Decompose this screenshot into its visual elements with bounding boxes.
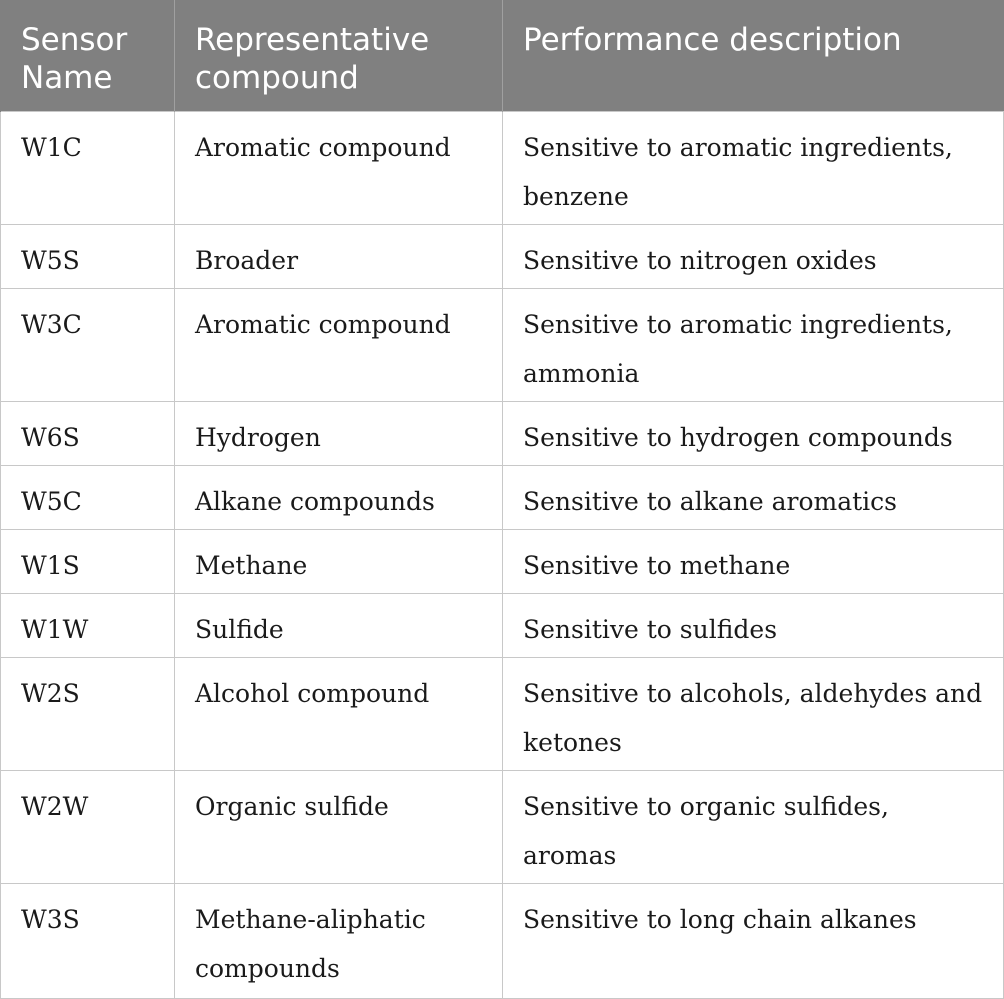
table-row	[1, 771, 1004, 884]
cell-compound: Broader	[175, 225, 503, 289]
cell-description: Sensitive to nitrogen oxides	[503, 225, 1004, 289]
table-row	[1, 658, 1004, 771]
table-row	[1, 112, 1004, 225]
table-row	[1, 466, 1004, 530]
cell-sensor: W1S	[1, 530, 175, 594]
cell-compound: Methane-aliphatic compounds	[175, 884, 503, 999]
table-header	[1, 0, 1004, 112]
cell-compound: Aromatic compound	[175, 112, 503, 225]
cell-sensor: W5S	[1, 225, 175, 289]
cell-compound: Methane	[175, 530, 503, 594]
cell-sensor: W2S	[1, 658, 175, 771]
cell-compound: Organic sulfide	[175, 771, 503, 884]
cell-compound: Alkane compounds	[175, 466, 503, 530]
header-description-line1: Performance description	[523, 22, 902, 58]
cell-description: Sensitive to organic sulfides, aromas	[503, 771, 1004, 884]
table-row	[1, 884, 1004, 999]
table-row	[1, 289, 1004, 402]
table-body	[1, 112, 1004, 999]
cell-description: Sensitive to aromatic ingredients, ammonia	[503, 289, 1004, 402]
cell-description: Sensitive to alkane aromatics	[503, 466, 1004, 530]
cell-sensor: W3S	[1, 884, 175, 999]
header-sensor-line2: Name	[21, 60, 113, 96]
cell-compound: Alcohol compound	[175, 658, 503, 771]
cell-description: Sensitive to aromatic ingredients, benzene	[503, 112, 1004, 225]
cell-description: Sensitive to long chain alkanes	[503, 884, 1004, 999]
header-compound-line2: compound	[195, 60, 359, 96]
cell-compound: Sulfide	[175, 594, 503, 658]
cell-description: Sensitive to sulfides	[503, 594, 1004, 658]
cell-compound: Aromatic compound	[175, 289, 503, 402]
table-row	[1, 530, 1004, 594]
cell-description: Sensitive to hydrogen compounds	[503, 402, 1004, 466]
cell-sensor: W5C	[1, 466, 175, 530]
cell-sensor: W6S	[1, 402, 175, 466]
cell-sensor: W2W	[1, 771, 175, 884]
header-representative-compound	[175, 0, 503, 112]
header-compound-line1: Representative	[195, 22, 430, 58]
cell-sensor: W1C	[1, 112, 175, 225]
table-row	[1, 225, 1004, 289]
header-sensor-line1: Sensor	[21, 22, 128, 58]
cell-compound: Hydrogen	[175, 402, 503, 466]
table-row	[1, 402, 1004, 466]
cell-description: Sensitive to methane	[503, 530, 1004, 594]
header-sensor-name	[1, 0, 175, 112]
header-row	[1, 0, 1004, 112]
table-row	[1, 594, 1004, 658]
cell-sensor: W1W	[1, 594, 175, 658]
cell-sensor: W3C	[1, 289, 175, 402]
header-performance-description	[503, 0, 1004, 112]
cell-description: Sensitive to alcohols, aldehydes and ketones	[503, 658, 1004, 771]
